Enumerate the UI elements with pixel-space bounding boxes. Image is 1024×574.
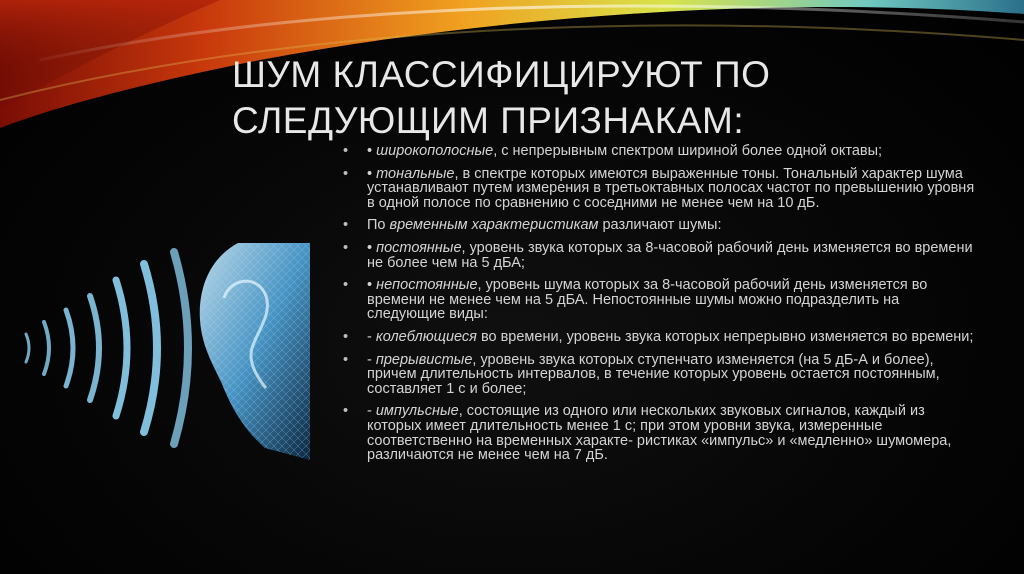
bullet-icon: •: [343, 277, 349, 294]
title-line-2: СЛЕДУЮЩИМ ПРИЗНАКАМ:: [232, 100, 745, 141]
bullet-icon: •: [343, 239, 349, 256]
bullet-icon: •: [343, 328, 349, 345]
bullet-icon: •: [343, 217, 349, 234]
list-item: • • непостоянные, уровень шума которых за 8-часовой рабочий день изменяется во времени не менее чем на 5 дБА. Непостоянные шумы можно подразделить на следующие виды:: [343, 277, 928, 323]
list-item: • - импульсные, состоящие из одного или нескольких звуковых сигналов, каждый из которых имеет длительность менее 1 с; при этом уровни звука, измеренные соответственно на временных характе- ристиках «импульс» и «медленно» шумомера, различаются не менее чем на 7 дБ.: [343, 403, 952, 464]
content-list: [340, 144, 980, 471]
ear-icon: [10, 238, 310, 463]
list-item: • • тональные, в спектре которых имеются выраженные тоны. Тональный характер шума устанавливают путем измерения в третьоктавных полосах частот по превышению уровня в одной полосе по сравнению с соседними не менее чем на 10 дБ.: [343, 165, 975, 211]
list-item: • • широкополосные, с непрерывным спектром шириной более одной октавы;: [343, 143, 883, 159]
bullet-icon: •: [343, 403, 349, 420]
list-item: • - прерывистые, уровень звука которых ступенчато изменяется (на 5 дБ-А и более), причем длительность интервалов, в течение которых уровень остается постоянным, составляет 1 с и более;: [343, 351, 940, 397]
bullet-icon: •: [343, 165, 349, 182]
bullet-icon: •: [343, 143, 349, 159]
list-item: • - колеблющиеся во времени, уровень звука которых непрерывно изменяется во времени;: [343, 328, 974, 345]
bullet-icon: •: [343, 351, 349, 368]
slide-title: [232, 52, 852, 144]
title-line-1: ШУМ КЛАССИФИЦИРУЮТ ПО: [232, 54, 771, 95]
sound-waves: [26, 252, 188, 444]
list-item: • • постоянные, уровень звука которых за 8-часовой рабочий день изменяется во времени не более чем на 5 дБА;: [343, 239, 973, 271]
list-item: • По временным характеристикам различают шумы:: [343, 217, 722, 234]
